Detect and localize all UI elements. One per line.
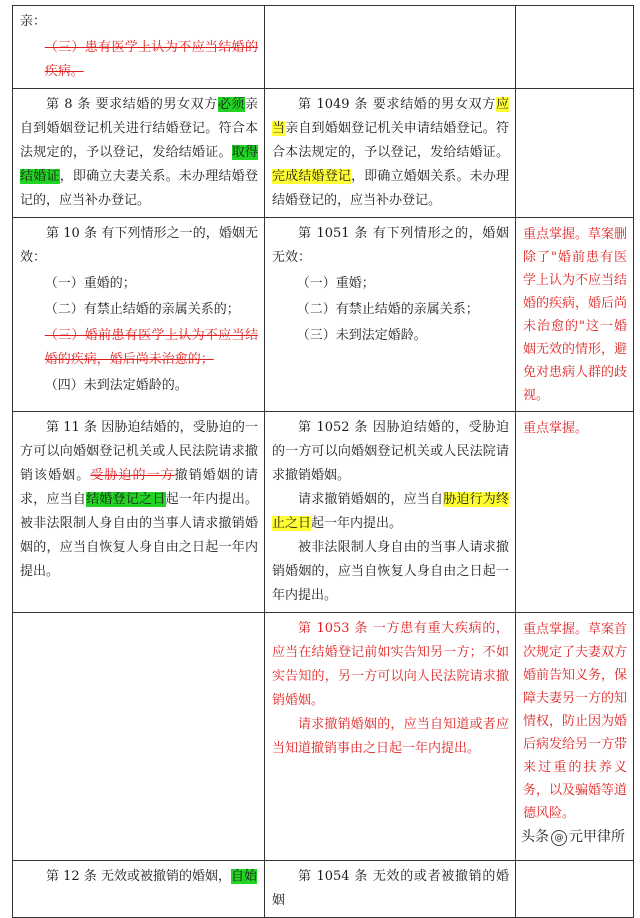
table-row bbox=[13, 89, 634, 218]
watermark-name: 元甲律所 bbox=[569, 829, 625, 845]
note-cell bbox=[516, 861, 634, 918]
list-item: （二）有禁止结婚的亲属关系的； bbox=[44, 302, 240, 317]
old-law-cell bbox=[13, 6, 265, 89]
highlight-green: 自始 bbox=[230, 869, 257, 884]
note-cell bbox=[516, 613, 634, 861]
new-law-cell bbox=[265, 6, 516, 89]
table-row bbox=[13, 218, 634, 412]
highlight-green: 必须 bbox=[217, 97, 245, 112]
watermark bbox=[518, 825, 628, 847]
note-cell bbox=[516, 218, 634, 412]
note-text: 重点掌握。草案首次规定了夫妻双方婚前告知义务，保障夫妻另一方的知情权，防止因为婚后病发给另一方带来过重的扶养义务，以及骗婚等道德风险。 bbox=[523, 622, 628, 821]
highlight-yellow: 应当 bbox=[272, 97, 509, 136]
old-text: 亲： bbox=[20, 14, 47, 29]
list-item: （二）有禁止结婚的亲属关系； bbox=[296, 302, 479, 317]
list-item: （一）重婚； bbox=[296, 276, 375, 291]
new-law-cell bbox=[265, 613, 516, 861]
old-article-10: 第 10 条 有下列情形之一的，婚姻无效： bbox=[20, 226, 258, 265]
old-law-cell bbox=[13, 861, 265, 918]
new-law-cell bbox=[265, 89, 516, 218]
old-law-cell bbox=[13, 613, 265, 861]
list-item: （四）未到法定婚龄的。 bbox=[44, 378, 188, 393]
note-text: 重点掌握。 bbox=[523, 421, 589, 436]
new-article-1053-para: 请求撤销婚姻的，应当自知道或者应当知道撤销事由之日起一年内提出。 bbox=[272, 717, 509, 756]
deleted-text: （三）患有医学上认为不应当结婚的疾病。 bbox=[44, 40, 258, 79]
table-row bbox=[13, 613, 634, 861]
new-article-1052-para: 被非法限制人身自由的当事人请求撤销婚姻的，应当自恢复人身自由之日起一年内提出。 bbox=[272, 540, 509, 603]
note-cell bbox=[516, 89, 634, 218]
old-law-cell bbox=[13, 412, 265, 613]
new-article-1052: 第 1052 条 因胁迫结婚的，受胁迫的一方可以向婚姻登记机关或人民法院请求撤销婚姻。 bbox=[272, 420, 509, 483]
new-article-1054: 第 1054 条 无效的或者被撤销的婚姻 bbox=[272, 869, 509, 908]
highlight-green: 取得结婚证 bbox=[20, 145, 258, 184]
highlight-yellow: 完成结婚登记 bbox=[272, 169, 352, 184]
note-cell bbox=[516, 412, 634, 613]
deleted-text: （三）婚前患有医学上认为不应当结婚的疾病，婚后尚未治愈的； bbox=[44, 328, 258, 367]
old-article-11: 第 11 条 因胁迫结婚的，受胁迫的一方可以向婚姻登记机关或人民法院请求撤销该婚姻。受胁迫的一方撤销婚姻的请求，应当自结婚登记之日起一年内提出。被非法限制人身自由的当事人请求撤销婚姻的，应当自恢复人身自由之日起一年内提出。 bbox=[20, 420, 258, 579]
new-law-cell bbox=[265, 861, 516, 918]
table-row bbox=[13, 412, 634, 613]
list-item: （三）未到法定婚龄。 bbox=[296, 328, 427, 343]
old-law-cell bbox=[13, 89, 265, 218]
old-article-8: 第 8 条 要求结婚的男女双方必须亲自到婚姻登记机关进行结婚登记。符合本法规定的，予以登记，发给结婚证。取得结婚证，即确立夫妻关系。未办理结婚登记的，应当补办登记。 bbox=[20, 97, 258, 208]
law-comparison-table bbox=[12, 5, 634, 918]
old-article-12: 第 12 条 无效或被撤销的婚姻，自始 bbox=[46, 869, 257, 884]
table-row bbox=[13, 861, 634, 918]
new-article-1049: 第 1049 条 要求结婚的男女双方应当亲自到婚姻登记机关申请结婚登记。符合本法规定的，予以登记，发给结婚证。完成结婚登记，即确立婚姻关系。未办理结婚登记的，应当补办登记。 bbox=[272, 97, 509, 208]
new-law-cell bbox=[265, 412, 516, 613]
note-cell bbox=[516, 6, 634, 89]
deleted-text: 受胁迫的一方 bbox=[90, 468, 175, 483]
table-row bbox=[13, 6, 634, 89]
highlight-green: 结婚登记之日 bbox=[86, 492, 166, 507]
new-law-cell bbox=[265, 218, 516, 412]
old-law-cell bbox=[13, 218, 265, 412]
note-text: 重点掌握。草案删除了"婚前患有医学上认为不应当结婚的疾病，婚后尚未治愈的"这一婚姻无效的情形，避免对患病人群的歧视。 bbox=[523, 227, 628, 403]
at-icon: @ bbox=[551, 830, 567, 846]
new-article-1051: 第 1051 条 有下列情形之的，婚姻无效： bbox=[272, 226, 509, 265]
new-article-1052-para: 请求撤销婚姻的，应当自胁迫行为终止之日起一年内提出。 bbox=[272, 492, 509, 531]
new-article-1053: 第 1053 条 一方患有重大疾病的，应当在结婚登记前如实告知另一方；不如实告知的，另一方可以向人民法院请求撤销婚姻。 bbox=[272, 621, 509, 708]
watermark-prefix: 头条 bbox=[521, 829, 549, 845]
highlight-yellow: 胁迫行为终止之日 bbox=[272, 492, 509, 531]
list-item: （一）重婚的； bbox=[44, 276, 136, 291]
